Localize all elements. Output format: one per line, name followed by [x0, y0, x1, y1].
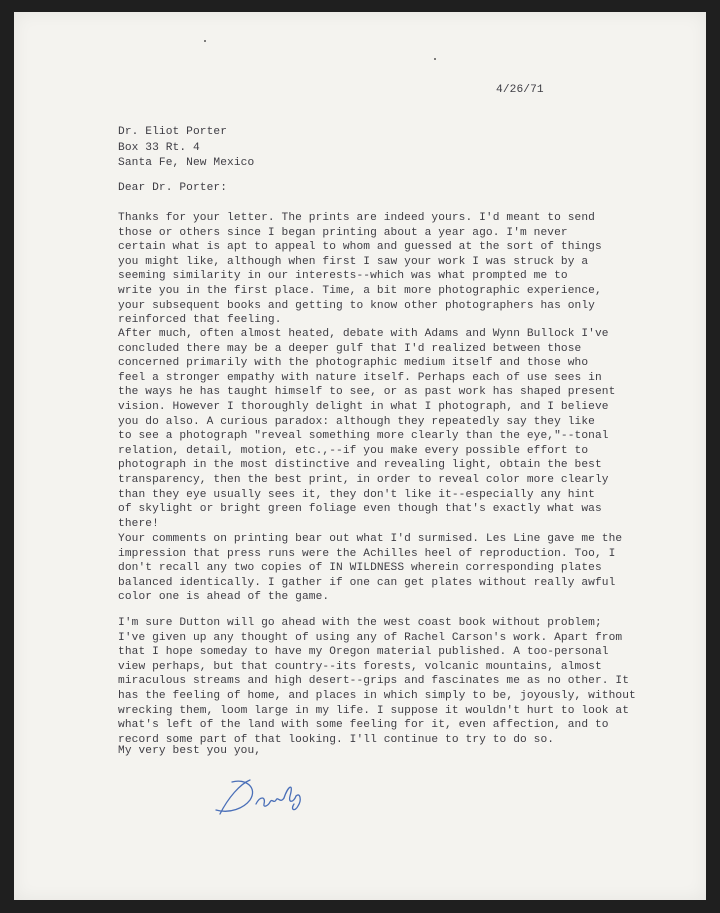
paragraph-2: After much, often almost heated, debate with Adams and Wynn Bullock I've concluded there may be a deeper gulf that I'd realized between those concerned primarily with the photographic medium itself and those who feel a stronger empathy with nature itself. Perhaps each of use sees in the ways he has taught himself to see, or as past work has shaped present vision. However I thoroughly delight in what I photograph, and I believe you do also. A curious paradox: although they repeatedly say they like to see a photograph "reveal something more clearly than the eye,"--tonal relation, detail, motion, etc.,--if you make every possible effort to photograph in the most distinctive and revealing light, obtain the best transparency, then the best print, in order to reveal color more clearly than they eye usually sees it, they don't like it--especially any hint of skylight or bright green foliage even though that's exactly what was there!: [118, 328, 616, 530]
paragraph-1: Thanks for your letter. The prints are indeed yours. I'd meant to send those or others since I began printing about a year ago. I'm never certain what is apt to appeal to whom and guessed at the sort of things you might like, although when first I saw your work I was struck by a seeming similarity in our interests--which was what prompted me to write you in the first place. Time, a bit more photographic experience, your subsequent books and getting to know other photographers has only reinforced that feeling.: [118, 212, 602, 327]
paragraph-4: I'm sure Dutton will go ahead with the west coast book without problem; I've given up any thought of using any of Rachel Carson's work. Apart from that I hope someday to have my Oregon material published. A too-personal view perhaps, but that country--its forests, volcanic mountains, almost miraculous streams and high desert--grips and fascinates me as no other. It has the feeling of home, and places in which simply to be, joyously, without wrecking them, loom large in my life. I suppose it wouldn't hurt to look at what's left of the land with some feeling for it, even affection, and to record some part of that looking. I'll continue to try to do so.: [118, 617, 636, 746]
salutation: Dear Dr. Porter:: [118, 182, 228, 194]
recipient-address: [118, 125, 254, 172]
recipient-city: Santa Fe, New Mexico: [118, 157, 255, 169]
recipient-street: Box 33 Rt. 4: [118, 141, 200, 154]
handwritten-signature: [210, 774, 320, 820]
paragraph-3: Your comments on printing bear out what I'd surmised. Les Line gave me the impression that press runs were the Achilles heel of reproduction. Too, I don't recall any two copies of IN WILDNESS wherein corresponding plates balanced identically. I gather if one can get plates without really awful color one is ahead of the game.: [118, 533, 623, 604]
recipient-name: Dr. Eliot Porter: [118, 126, 228, 138]
paper-speck: [204, 40, 206, 42]
paper-speck: [434, 58, 436, 60]
letter-page: [14, 12, 706, 900]
letter-date: 4/26/71: [496, 84, 544, 96]
closing-line: My very best you you,: [118, 745, 262, 757]
